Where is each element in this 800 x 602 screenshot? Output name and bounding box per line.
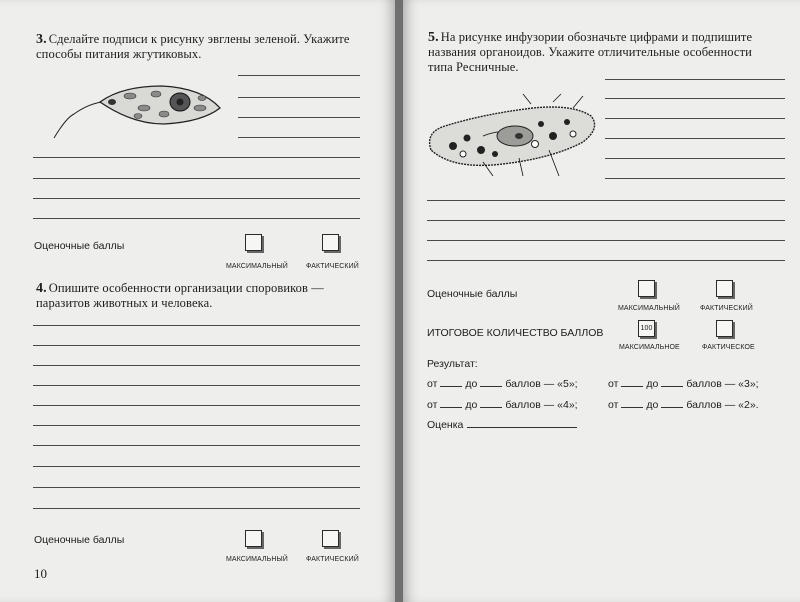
question-5-number: 5. — [428, 30, 439, 45]
question-3 — [36, 32, 366, 62]
q3-max-score-box[interactable] — [245, 234, 262, 251]
q4-score-label: Оценочные баллы — [34, 534, 125, 546]
q4-max-label: МАКСИМАЛЬНЫЙ — [226, 556, 288, 563]
to-text: до — [465, 378, 478, 390]
total-max-label: МАКСИМАЛЬНОЕ — [619, 344, 680, 351]
q3-actual-label: ФАКТИЧЕСКИЙ — [306, 263, 359, 270]
to-text: до — [465, 399, 478, 411]
grade-5: — «5»; — [543, 378, 578, 390]
question-4 — [36, 281, 366, 311]
from-blank[interactable] — [621, 378, 643, 387]
points-text: баллов — [686, 378, 722, 390]
q3-score-label: Оценочные баллы — [34, 240, 125, 252]
grade-blank[interactable] — [467, 419, 577, 428]
q4-actual-score-box[interactable] — [322, 530, 339, 547]
left-page — [0, 0, 395, 602]
question-3-text: Сделайте подписи к рисунку эвглены зеленой. Укажите способы питания жгутиковых. — [36, 32, 350, 61]
question-4-number: 4. — [36, 281, 47, 296]
total-max-score-box: 100 — [638, 320, 655, 337]
q5-actual-score-box[interactable] — [716, 280, 733, 297]
result-row-3 — [608, 378, 759, 390]
total-actual-label: ФАКТИЧЕСКОЕ — [702, 344, 755, 351]
from-blank[interactable] — [621, 399, 643, 408]
grade-3: — «3»; — [724, 378, 759, 390]
points-text: баллов — [505, 378, 541, 390]
from-text: от — [608, 399, 619, 411]
points-text: баллов — [686, 399, 722, 411]
q5-max-score-box[interactable] — [638, 280, 655, 297]
result-row-4 — [427, 399, 578, 411]
to-blank[interactable] — [661, 399, 683, 408]
result-row-2 — [608, 399, 759, 411]
page-number: 10 — [34, 566, 47, 581]
to-text: до — [646, 399, 659, 411]
q4-max-score-box[interactable] — [245, 530, 262, 547]
euglena-illustration — [52, 78, 237, 148]
result-row-5 — [427, 378, 578, 390]
grade-2: — «2». — [724, 399, 759, 411]
points-text: баллов — [505, 399, 541, 411]
to-blank[interactable] — [480, 378, 502, 387]
from-text: от — [608, 378, 619, 390]
grade-4: — «4»; — [543, 399, 578, 411]
from-blank[interactable] — [440, 378, 462, 387]
book-spine — [395, 0, 403, 602]
grade-row — [427, 419, 577, 431]
to-blank[interactable] — [661, 378, 683, 387]
q3-actual-score-box[interactable] — [322, 234, 339, 251]
q3-max-label: МАКСИМАЛЬНЫЙ — [226, 263, 288, 270]
q5-actual-label: ФАКТИЧЕСКИЙ — [700, 305, 753, 312]
question-5-text: На рисунке инфузории обозначьте цифрами и подпишите названия органоидов. Укажите отличительные особенности типа Ресничные. — [428, 30, 753, 74]
from-blank[interactable] — [440, 399, 462, 408]
from-text: от — [427, 399, 438, 411]
q4-actual-label: ФАКТИЧЕСКИЙ — [306, 556, 359, 563]
question-4-text: Опишите особенности организации споровиков — паразитов животных и человека. — [36, 281, 324, 310]
right-page — [403, 0, 800, 602]
question-3-number: 3. — [36, 32, 47, 47]
total-actual-score-box[interactable] — [716, 320, 733, 337]
question-5 — [428, 30, 773, 75]
grade-label: Оценка — [427, 419, 464, 431]
paramecium-illustration — [423, 92, 608, 177]
result-title: Результат: — [427, 358, 478, 370]
q5-score-label: Оценочные баллы — [427, 288, 518, 300]
q5-max-label: МАКСИМАЛЬНЫЙ — [618, 305, 680, 312]
total-score-label: ИТОГОВОЕ КОЛИЧЕСТВО БАЛЛОВ — [427, 327, 604, 339]
from-text: от — [427, 378, 438, 390]
to-text: до — [646, 378, 659, 390]
to-blank[interactable] — [480, 399, 502, 408]
